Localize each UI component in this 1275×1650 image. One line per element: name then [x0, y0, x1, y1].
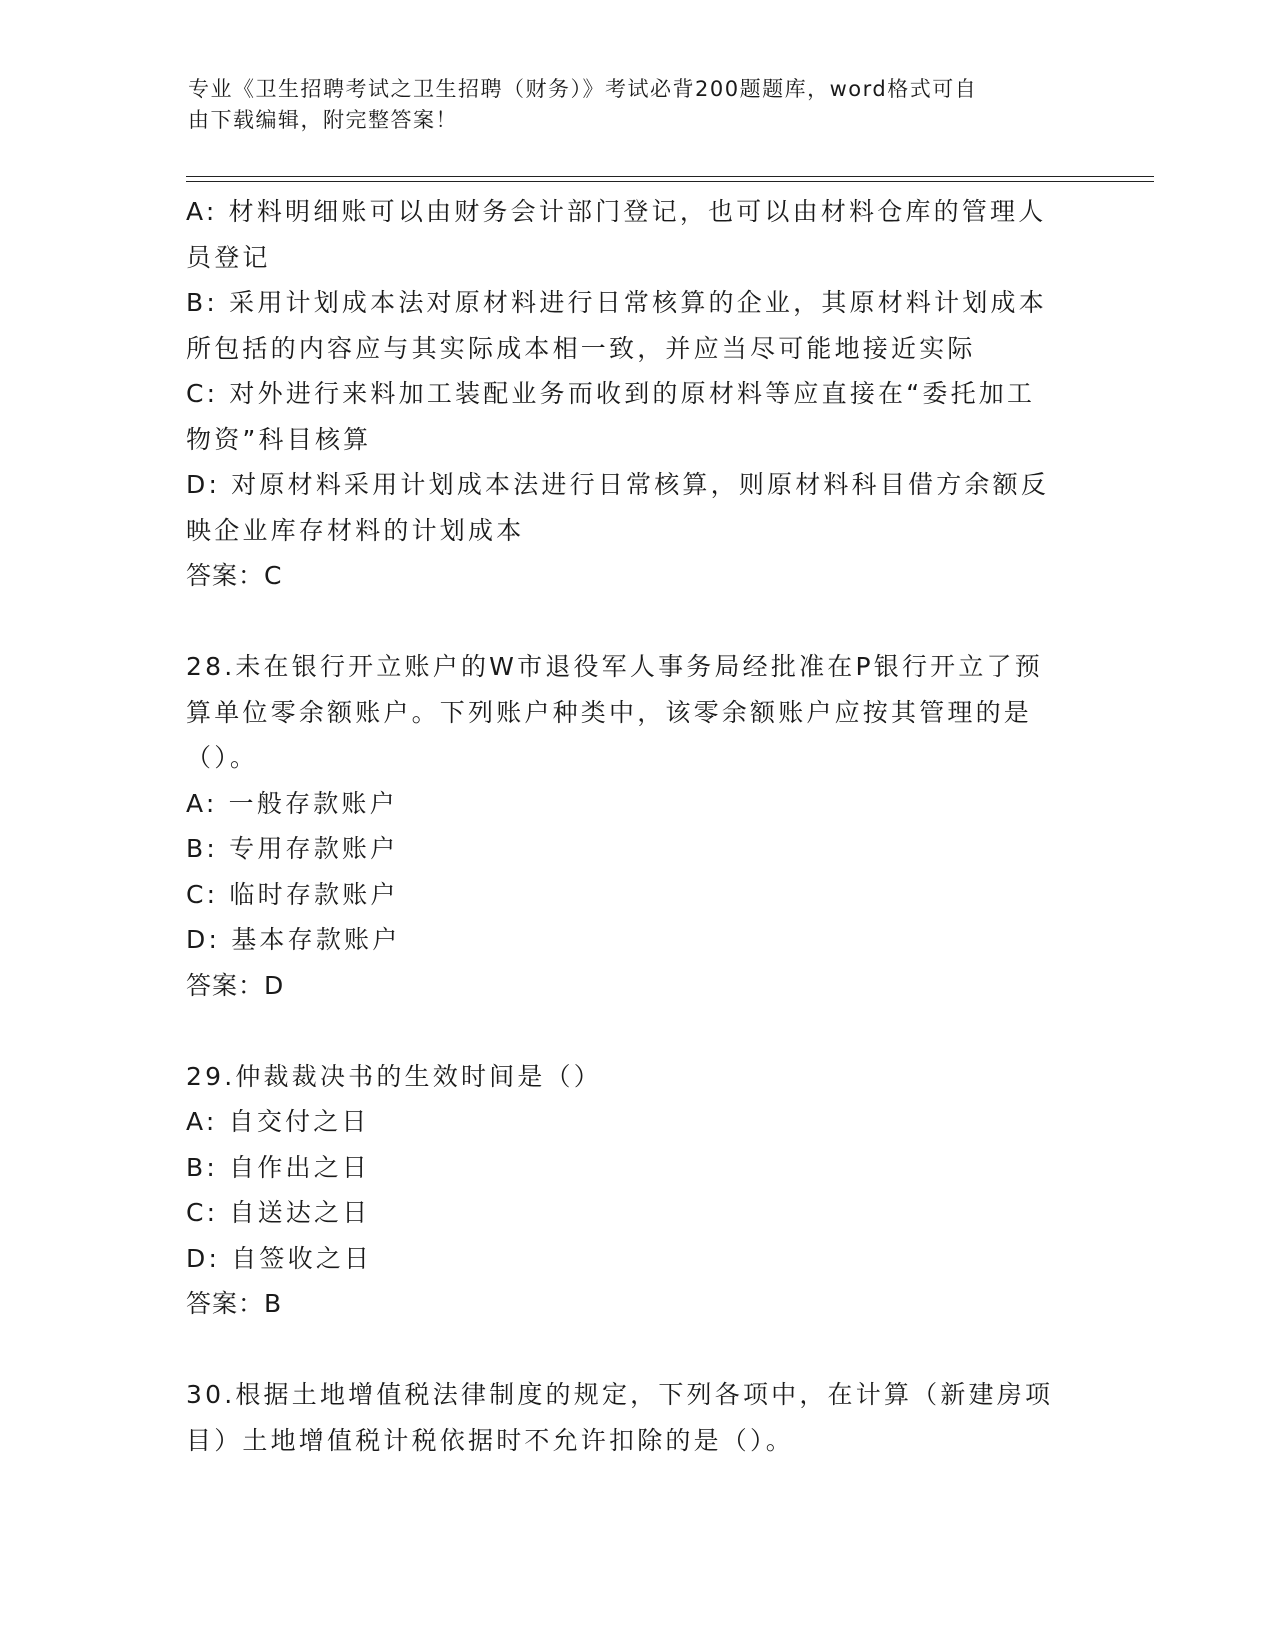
question-27-options — [186, 189, 1076, 599]
header-line-2: 由下载编辑，附完整答案！ — [188, 108, 458, 132]
option-b: B: 专用存款账户 — [186, 834, 399, 863]
answer-28: 答案：D — [186, 970, 285, 1000]
document-header — [188, 74, 1068, 136]
option-a: A: 一般存款账户 — [186, 788, 398, 818]
option-b: B: 自作出之日 — [186, 1152, 371, 1182]
option-b-line-1: B: 采用计划成本法对原材料进行日常核算的企业，其原材料计划成本 — [186, 288, 1047, 317]
option-a: A: 自交付之日 — [186, 1107, 370, 1136]
spacer — [186, 1008, 1076, 1054]
option-a-line-1: A: 材料明细账可以由财务会计部门登记，也可以由材料仓库的管理人 — [186, 197, 1047, 226]
question-stem-line-2: 目）土地增值税计税依据时不允许扣除的是（）。 — [186, 1425, 794, 1455]
header-line-1: 专业《卫生招聘考试之卫生招聘（财务）》考试必背200题题库，word格式可自 — [188, 77, 978, 101]
question-stem-line-2: 算单位零余额账户。下列账户种类中，该零余额账户应按其管理的是 — [186, 697, 1033, 727]
option-d: D: 自签收之日 — [186, 1243, 373, 1273]
spacer — [186, 599, 1076, 645]
question-28 — [186, 644, 1076, 1008]
question-stem-line-1: 30.根据土地增值税法律制度的规定，下列各项中，在计算（新建房项 — [186, 1380, 1054, 1409]
option-c: C: 自送达之日 — [186, 1198, 371, 1227]
option-c: C: 临时存款账户 — [186, 879, 399, 909]
option-d: D: 基本存款账户 — [186, 925, 401, 954]
spacer — [186, 1327, 1076, 1373]
option-b-line-2: 所包括的内容应与其实际成本相一致，并应当尽可能地接近实际 — [186, 333, 976, 363]
option-d-line-2: 映企业库存材料的计划成本 — [186, 515, 525, 545]
option-c-line-2: 物资”科目核算 — [186, 424, 372, 454]
option-d-line-1: D: 对原材料采用计划成本法进行日常核算，则原材料科目借方余额反 — [186, 470, 1050, 499]
question-stem-line-1: 28.未在银行开立账户的W市退役军人事务局经批准在P银行开立了预 — [186, 652, 1043, 681]
answer-27: 答案：C — [186, 561, 283, 590]
question-content — [186, 189, 1076, 1463]
header-divider-top — [186, 176, 1154, 177]
question-29 — [186, 1054, 1076, 1327]
option-c-line-1: C: 对外进行来料加工装配业务而收到的原材料等应直接在“委托加工 — [186, 379, 1036, 408]
question-stem: 29.仲裁裁决书的生效时间是（） — [186, 1061, 602, 1091]
question-stem-line-3: （）。 — [186, 743, 259, 772]
question-30 — [186, 1372, 1076, 1463]
option-a-line-2: 员登记 — [186, 242, 271, 272]
header-divider-bottom — [186, 181, 1154, 182]
answer-29: 答案：B — [186, 1289, 283, 1318]
